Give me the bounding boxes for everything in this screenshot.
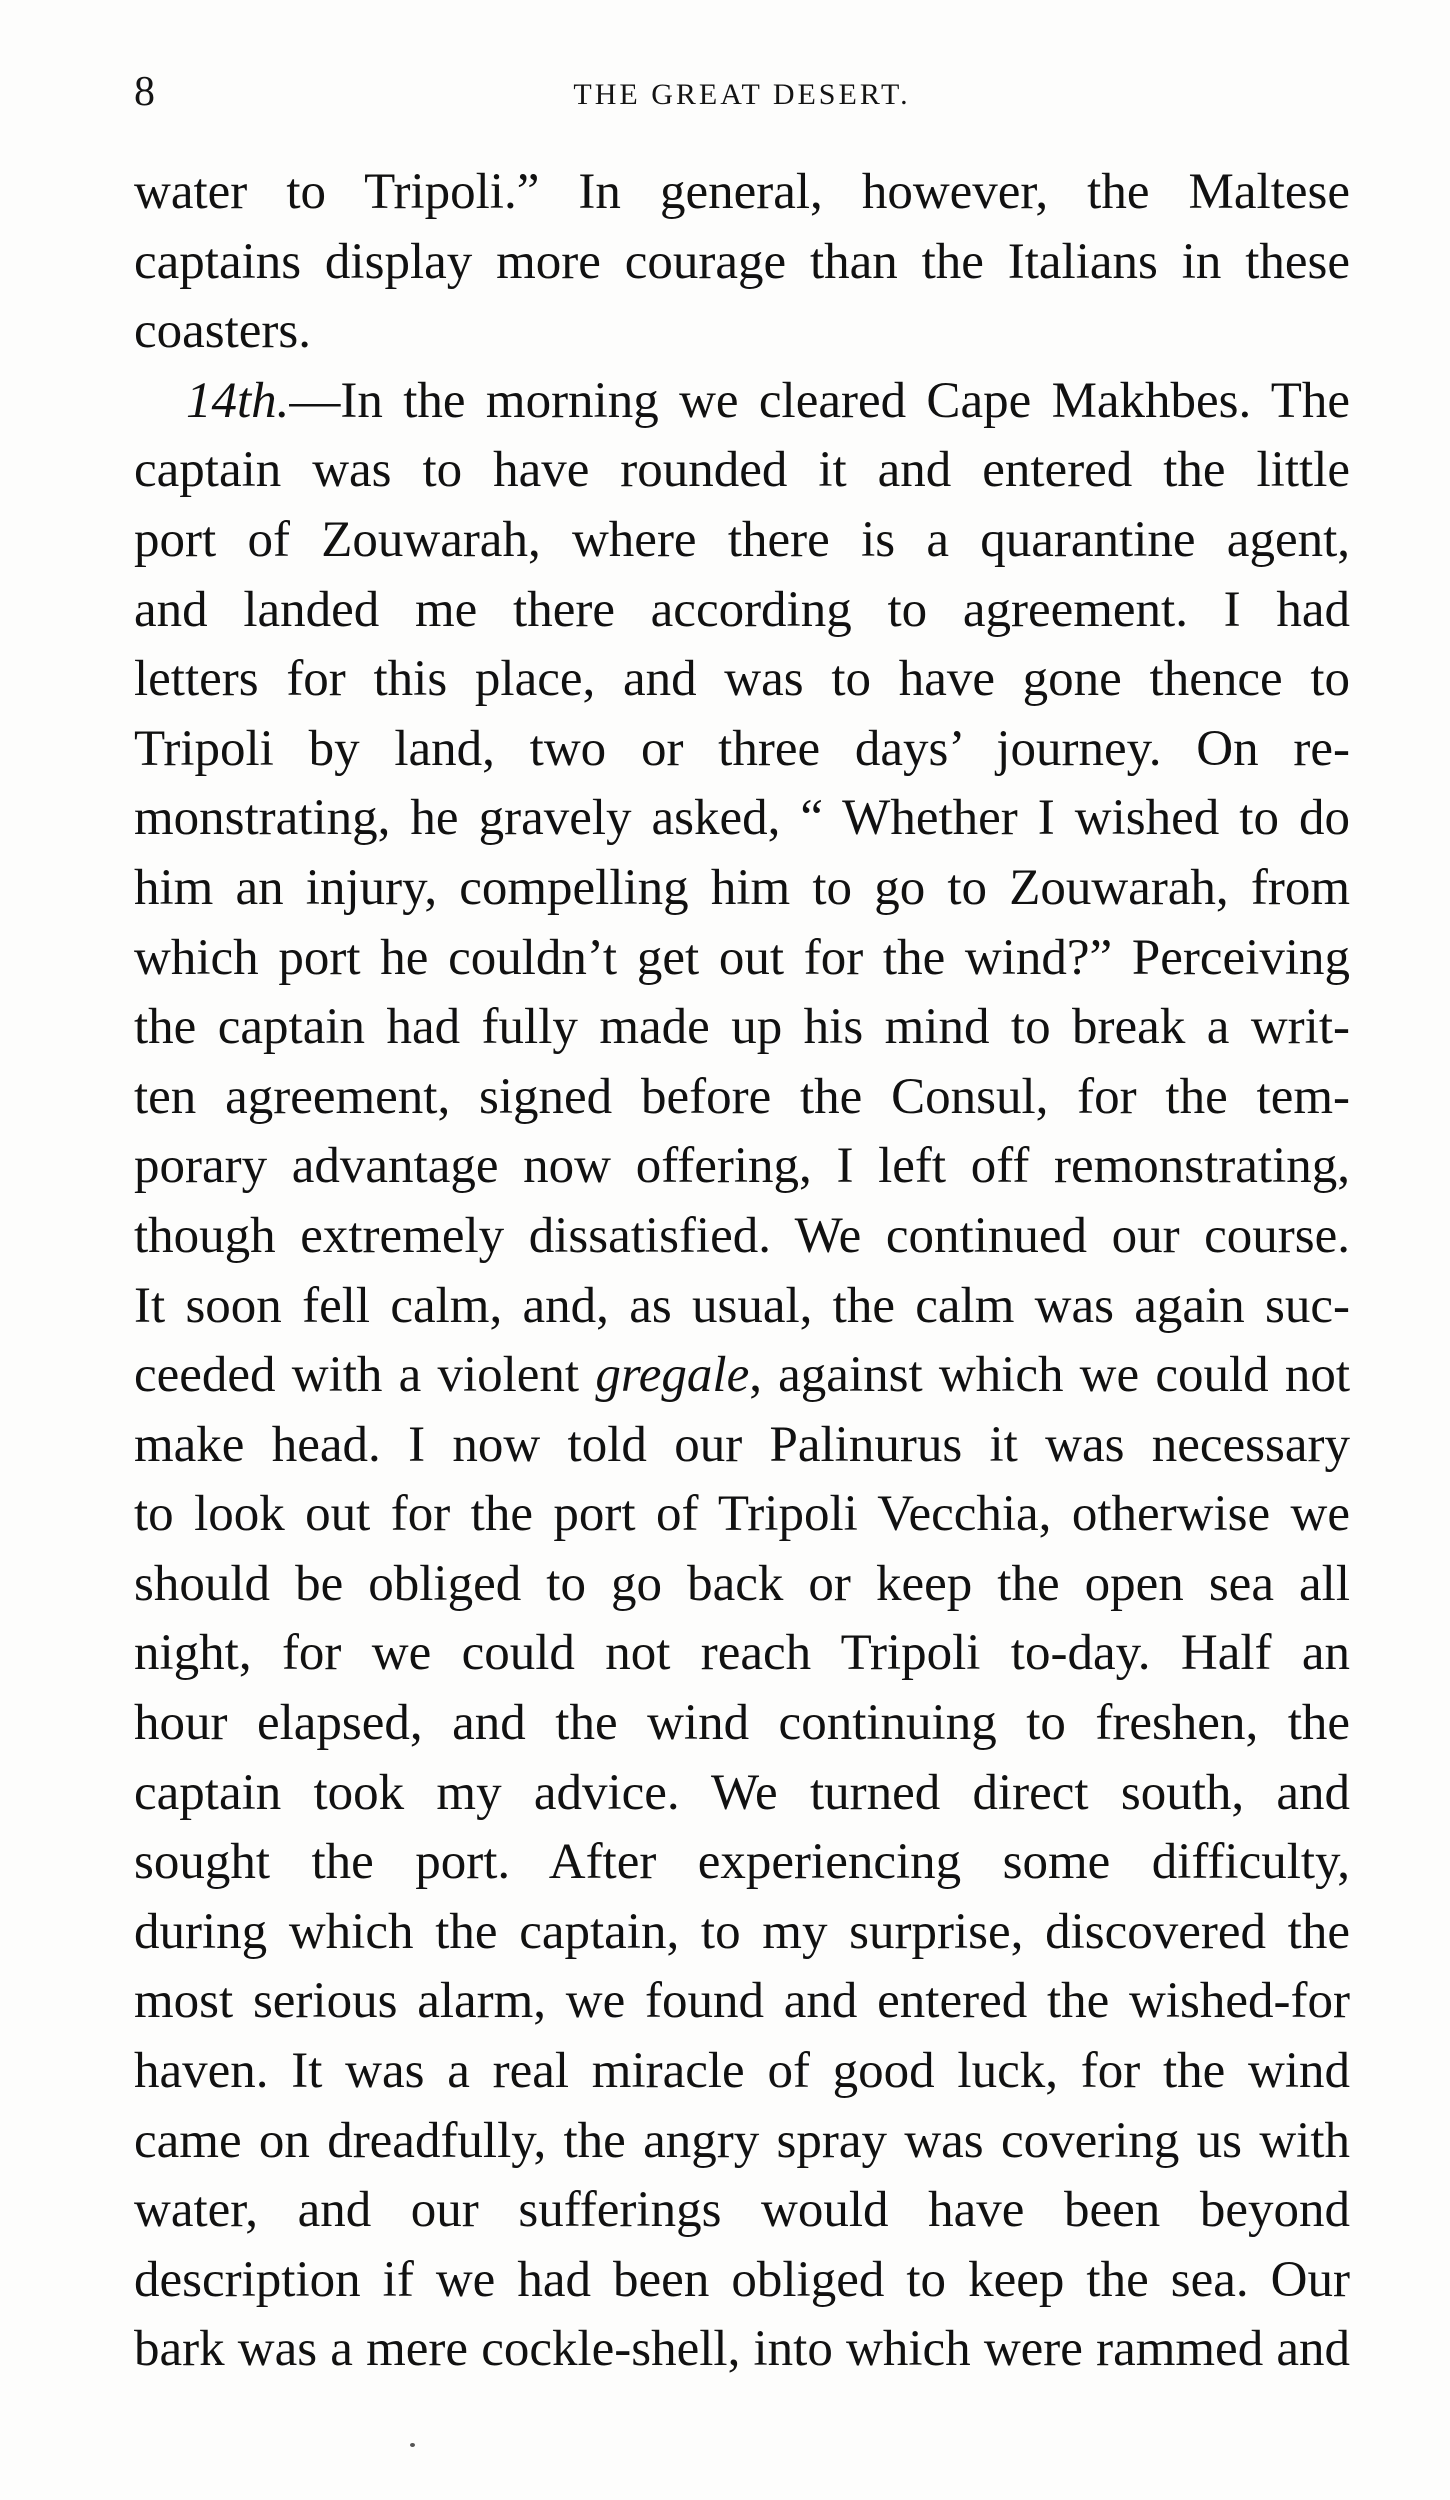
text-line — [134, 1341, 1350, 1411]
text-segment: —In the morning we cleared Cape Makhbes. The — [289, 372, 1350, 429]
text-line: It soon fell calm, and, as usual, the calm was again suc- — [134, 1277, 1350, 1334]
paper-speck — [410, 2443, 415, 2447]
text-line: bark was a mere cockle-shell, into which were rammed and — [134, 2321, 1350, 2378]
text-line: captains display more courage than the Italians in these — [134, 233, 1350, 290]
text-line — [134, 367, 1350, 437]
text-line: ten agreement, signed before the Consul, for the tem- — [134, 1068, 1350, 1125]
text-line: him an injury, compelling him to go to Zouwarah, from — [134, 859, 1350, 916]
text-line: sought the port. After experiencing some difficulty, — [134, 1834, 1350, 1891]
text-line: description if we had been obliged to keep the sea. Our — [134, 2251, 1350, 2308]
body-text — [134, 158, 1350, 2385]
text-line: water to Tripoli.” In general, however, the Maltese — [134, 164, 1350, 220]
text-line: letters for this place, and was to have gone thence to — [134, 651, 1350, 708]
text-line: Tripoli by land, two or three days’ journey. On re- — [134, 720, 1350, 777]
text-line: coasters. — [134, 303, 312, 360]
text-line: night, for we could not reach Tripoli to-day. Half an — [134, 1625, 1350, 1682]
page-number: 8 — [134, 69, 155, 115]
running-head — [134, 68, 1350, 128]
text-line: port of Zouwarah, where there is a quarantine agent, — [134, 511, 1350, 568]
text-segment: , against which we could not — [749, 1347, 1350, 1404]
text-line: which port he couldn’t get out for the wind?” Perceiving — [134, 929, 1350, 986]
text-line: captain was to have rounded it and entered the little — [134, 442, 1350, 499]
date-italic: 14th. — [186, 372, 290, 429]
text-line: make head. I now told our Palinurus it was necessary — [134, 1416, 1350, 1473]
text-line: porary advantage now offering, I left off remonstrating, — [134, 1138, 1350, 1195]
text-line: most serious alarm, we found and entered the wished-for — [134, 1973, 1350, 2030]
text-line: monstrating, he gravely asked, “ Whether I wished to do — [134, 790, 1350, 847]
text-line: captain took my advice. We turned direct south, and — [134, 1764, 1350, 1821]
text-line: hour elapsed, and the wind continuing to freshen, the — [134, 1695, 1350, 1752]
text-line: haven. It was a real miracle of good luck, for the wind — [134, 2043, 1350, 2100]
text-line: to look out for the port of Tripoli Vecchia, otherwise we — [134, 1486, 1350, 1543]
text-line: during which the captain, to my surprise, discovered the — [134, 1903, 1350, 1960]
text-segment: ceeded with a violent — [134, 1347, 580, 1404]
text-line: should be obliged to go back or keep the open sea all — [134, 1555, 1350, 1612]
text-line: water, and our sufferings would have been beyond — [134, 2182, 1350, 2239]
text-line: though extremely dissatisfied. We continued our course. — [134, 1207, 1350, 1264]
text-line: the captain had fully made up his mind to break a writ- — [134, 999, 1350, 1056]
wind-name-italic: gregale — [595, 1347, 750, 1404]
text-line: and landed me there according to agreement. I had — [134, 581, 1350, 638]
running-title: THE GREAT DESERT. — [573, 78, 911, 111]
text-line: came on dreadfully, the angry spray was covering us with — [134, 2112, 1350, 2169]
